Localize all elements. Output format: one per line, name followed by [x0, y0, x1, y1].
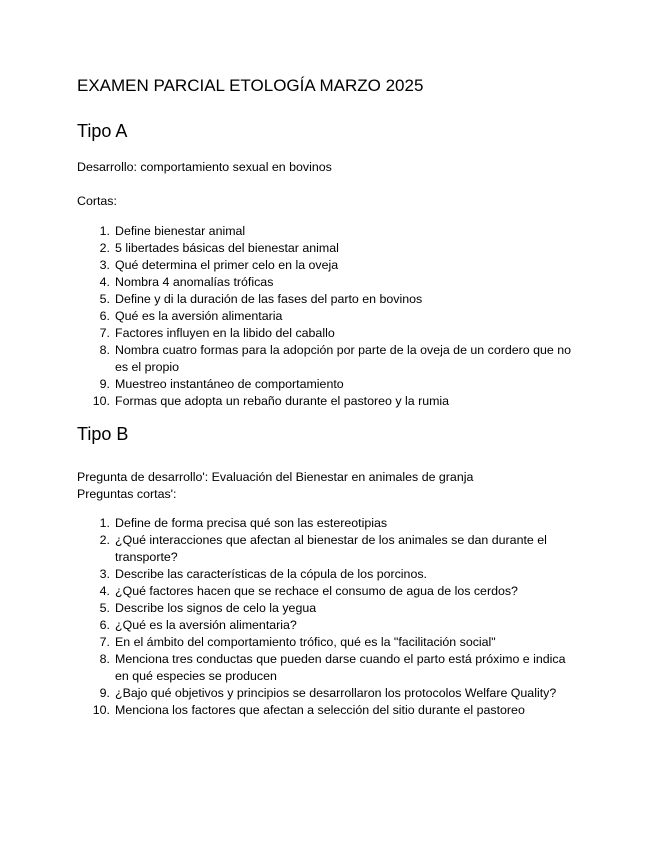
- list-item: [77, 532, 577, 566]
- list-item: [77, 566, 577, 583]
- list-item: [77, 274, 577, 291]
- tipo-a-question-list: [77, 223, 577, 410]
- question-text: Menciona tres conductas que pueden darse cuando el parto está próximo e indica en qué especies se producen: [115, 652, 566, 683]
- list-item: [77, 308, 577, 325]
- tipo-a-cortas-label: Cortas:: [77, 194, 117, 208]
- question-text: Factores influyen en la libido del caballo: [115, 326, 335, 340]
- tipo-b-question-list: [77, 515, 577, 719]
- list-number: 4.: [99, 275, 110, 289]
- question-text: ¿Qué interacciones que afectan al bienestar de los animales se dan durante el transporte?: [115, 533, 547, 564]
- question-text: En el ámbito del comportamiento trófico, qué es la "facilitación social": [115, 635, 496, 649]
- document-title: EXAMEN PARCIAL ETOLOGÍA MARZO 2025: [77, 76, 424, 95]
- list-number: 9.: [99, 377, 110, 391]
- list-number: 5.: [99, 292, 110, 306]
- list-item: [77, 515, 577, 532]
- list-number: 9.: [99, 686, 110, 700]
- question-text: ¿Qué factores hacen que se rechace el consumo de agua de los cerdos?: [115, 584, 518, 598]
- list-item: [77, 600, 577, 617]
- question-text: Nombra cuatro formas para la adopción por parte de la oveja de un cordero que no es el propio: [115, 343, 571, 374]
- list-item: [77, 634, 577, 651]
- list-number: 6.: [99, 309, 110, 323]
- list-number: 6.: [99, 618, 110, 632]
- question-text: Menciona los factores que afectan a selección del sitio durante el pastoreo: [115, 703, 525, 717]
- question-text: Define bienestar animal: [115, 224, 246, 238]
- tipo-b-desarrollo: Pregunta de desarrollo': Evaluación del Bienestar en animales de granja: [77, 470, 474, 484]
- list-number: 7.: [99, 635, 110, 649]
- list-number: 4.: [99, 584, 110, 598]
- section-heading-tipo-b: Tipo B: [77, 424, 129, 444]
- list-item: [77, 685, 577, 702]
- list-number: 8.: [99, 652, 110, 666]
- list-number: 1.: [99, 224, 110, 238]
- question-text: Formas que adopta un rebaño durante el pastoreo y la rumia: [115, 394, 450, 408]
- list-item: [77, 393, 577, 410]
- list-number: 2.: [99, 241, 110, 255]
- section-heading-tipo-a: Tipo A: [77, 121, 128, 141]
- list-number: 2.: [99, 533, 110, 547]
- question-text: Define y di la duración de las fases del parto en bovinos: [115, 292, 423, 306]
- list-item: [77, 257, 577, 274]
- list-item: [77, 583, 577, 600]
- list-item: [77, 651, 577, 685]
- question-text: Define de forma precisa qué son las estereotipias: [115, 516, 388, 530]
- list-item: [77, 376, 577, 393]
- list-number: 10.: [92, 394, 110, 408]
- question-text: Nombra 4 anomalías tróficas: [115, 275, 274, 289]
- list-item: [77, 240, 577, 257]
- list-number: 3.: [99, 258, 110, 272]
- list-number: 3.: [99, 567, 110, 581]
- tipo-b-cortas-label: Preguntas cortas':: [77, 487, 177, 501]
- question-text: Qué es la aversión alimentaria: [115, 309, 283, 323]
- list-item: [77, 702, 577, 719]
- list-item: [77, 223, 577, 240]
- list-item: [77, 617, 577, 634]
- list-number: 7.: [99, 326, 110, 340]
- list-number: 10.: [92, 703, 110, 717]
- list-number: 5.: [99, 601, 110, 615]
- list-item: [77, 325, 577, 342]
- list-number: 1.: [99, 516, 110, 530]
- question-text: Describe los signos de celo la yegua: [115, 601, 317, 615]
- list-number: 8.: [99, 343, 110, 357]
- question-text: Qué determina el primer celo en la oveja: [115, 258, 339, 272]
- question-text: ¿Bajo qué objetivos y principios se desarrollaron los protocolos Welfare Quality?: [115, 686, 557, 700]
- question-text: Describe las características de la cópula de los porcinos.: [115, 567, 427, 581]
- question-text: ¿Qué es la aversión alimentaria?: [115, 618, 297, 632]
- list-item: [77, 342, 577, 376]
- list-item: [77, 291, 577, 308]
- question-text: 5 libertades básicas del bienestar animal: [115, 241, 339, 255]
- question-text: Muestreo instantáneo de comportamiento: [115, 377, 344, 391]
- tipo-a-desarrollo: Desarrollo: comportamiento sexual en bovinos: [77, 160, 332, 174]
